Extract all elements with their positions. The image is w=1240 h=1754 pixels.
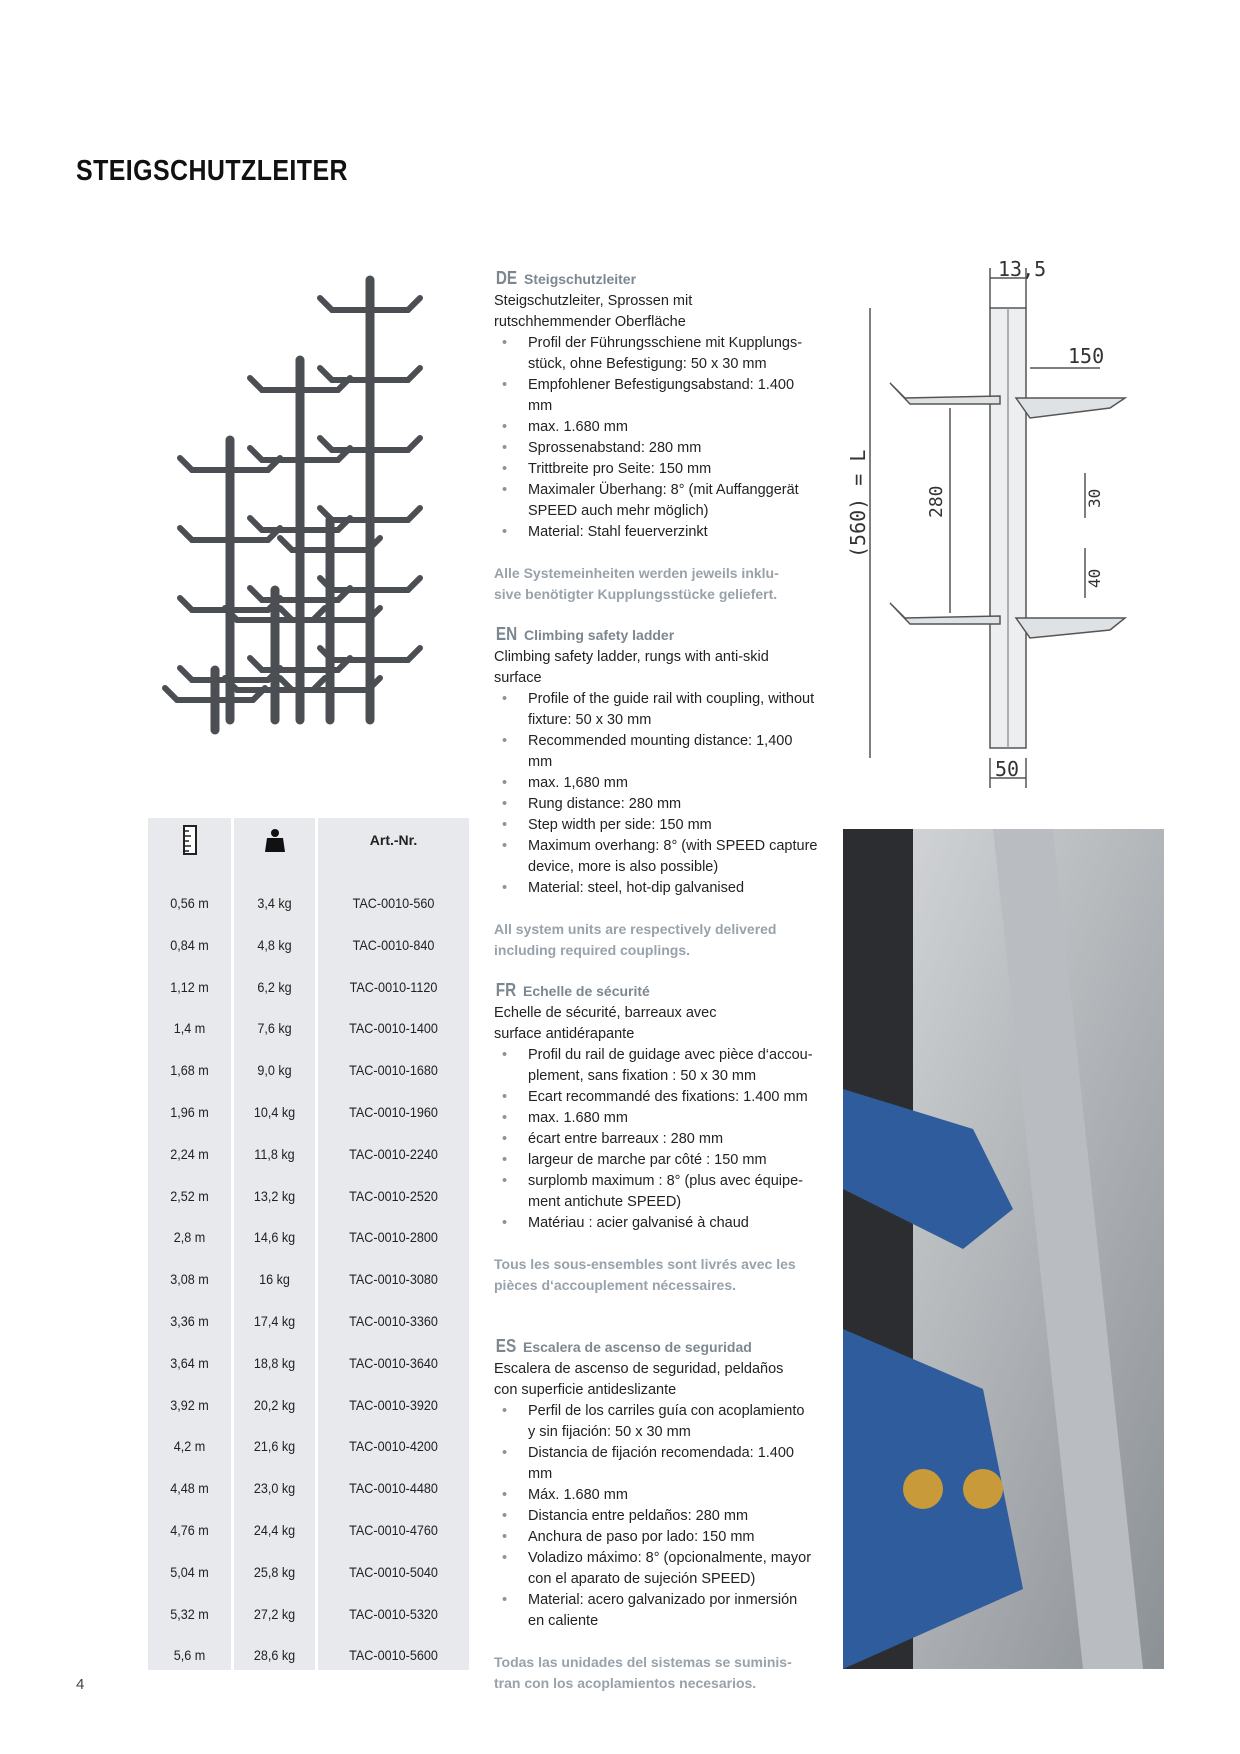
list-item-text: Voladizo máximo: 8° (opcionalmente, mayor — [528, 1550, 812, 1566]
length-cell: 2,24 m — [170, 1145, 209, 1162]
note — [494, 563, 818, 605]
table-row — [148, 1342, 469, 1384]
list-item-text: Material: steel, hot-dip galvanised — [528, 880, 745, 896]
weight-cell: 17,4 kg — [253, 1313, 296, 1329]
list-item — [494, 773, 818, 794]
note-line: All system units are respectively delivered — [494, 921, 777, 937]
article-number-cell: TAC-0010-5600 — [349, 1647, 438, 1664]
note-line: pièces d‘accouplement nécessaires. — [494, 1277, 737, 1293]
section-es — [494, 1336, 818, 1694]
list-item — [494, 836, 818, 878]
list-item — [494, 1087, 818, 1108]
section-heading — [494, 980, 818, 1003]
dim-step-width: 150 — [1068, 344, 1105, 368]
list-item — [494, 1485, 818, 1506]
language-code: EN — [495, 624, 518, 644]
length-cell: 3,92 m — [170, 1396, 209, 1413]
intro-line: Steigschutzleiter, Sprossen mit — [494, 293, 693, 309]
list-item — [494, 1129, 818, 1150]
section-fr — [494, 980, 818, 1296]
article-number-cell: TAC-0010-1960 — [349, 1104, 438, 1120]
table-row — [148, 1133, 469, 1175]
list-item-text: en caliente — [528, 1613, 599, 1629]
table-row — [148, 1216, 469, 1258]
section-heading — [494, 268, 818, 291]
weight-cell: 14,6 kg — [253, 1229, 296, 1246]
list-item-text: Sprossenabstand: 280 mm — [528, 440, 702, 456]
length-cell: 3,08 m — [170, 1271, 209, 1288]
intro-line: rutschhemmender Oberfläche — [494, 314, 686, 330]
list-item — [494, 1527, 818, 1548]
list-item — [494, 878, 818, 899]
weight-icon — [234, 818, 315, 862]
list-item-text: Profil der Führungsschiene mit Kupplungs- — [528, 335, 803, 351]
list-item-text: écart entre barreaux : 280 mm — [528, 1131, 724, 1147]
length-cell: 3,36 m — [170, 1313, 209, 1329]
list-item-text: Perfil de los carriles guía con acoplamiento — [528, 1403, 805, 1419]
page-title: STEIGSCHUTZLEITER — [76, 155, 348, 187]
length-cell: 5,04 m — [170, 1563, 209, 1580]
weight-cell: 25,8 kg — [253, 1563, 296, 1580]
spec-list — [494, 689, 818, 899]
length-cell: 0,56 m — [170, 895, 209, 911]
list-item-text: Distancia de fijación recomendada: 1.400 mm — [528, 1445, 794, 1482]
section-title: Escalera de ascenso de seguridad — [523, 1339, 752, 1355]
table-row — [148, 1425, 469, 1467]
list-item — [494, 333, 818, 375]
list-item — [494, 1150, 818, 1171]
table-row — [148, 1467, 469, 1509]
list-item — [494, 1108, 818, 1129]
intro-line: con superficie antideslizante — [494, 1382, 677, 1398]
table-row — [148, 1551, 469, 1593]
length-cell: 4,48 m — [170, 1480, 209, 1497]
table-row — [148, 1384, 469, 1426]
dim-bottom-width: 50 — [995, 757, 1020, 781]
dim-length: (560) = L — [846, 449, 870, 558]
weight-cell: 16 kg — [259, 1271, 290, 1288]
table-row — [148, 1509, 469, 1551]
dim-30: 30 — [1085, 488, 1104, 508]
list-item-text: fixture: 50 x 30 mm — [528, 712, 652, 728]
page-number: 4 — [76, 1676, 85, 1693]
technical-drawing — [846, 257, 1110, 798]
list-item — [494, 1506, 818, 1527]
list-item-text: Empfohlener Befestigungsabstand: 1.400 mm — [528, 377, 795, 414]
length-cell: 1,4 m — [173, 1020, 206, 1037]
note — [494, 1254, 818, 1296]
list-item-text: ment antichute SPEED) — [528, 1194, 682, 1210]
list-item — [494, 1213, 818, 1234]
list-item — [494, 1548, 818, 1590]
list-item-text: max. 1.680 mm — [528, 419, 628, 435]
table-row — [148, 1007, 469, 1049]
list-item-text: surplomb maximum : 8° (plus avec équipe- — [528, 1173, 803, 1189]
weight-cell: 11,8 kg — [254, 1145, 295, 1162]
spec-list — [494, 1045, 818, 1234]
weight-cell: 10,4 kg — [253, 1104, 296, 1120]
length-cell: 2,8 m — [173, 1229, 206, 1246]
list-item — [494, 438, 818, 459]
article-number-cell: TAC-0010-1400 — [349, 1020, 438, 1037]
section-title: Climbing safety ladder — [524, 627, 675, 643]
weight-cell: 13,2 kg — [253, 1187, 296, 1204]
article-number-cell: TAC-0010-4200 — [349, 1438, 438, 1455]
article-number-cell: TAC-0010-3080 — [349, 1271, 438, 1288]
weight-cell: 21,6 kg — [253, 1438, 296, 1455]
note-line: Alle Systemeinheiten werden jeweils inklu- — [494, 565, 779, 581]
length-cell: 1,96 m — [170, 1104, 209, 1120]
table-row — [148, 1175, 469, 1217]
weight-cell: 9,0 kg — [257, 1062, 292, 1079]
table-row — [148, 924, 469, 966]
list-item-text: Anchura de paso por lado: 150 mm — [528, 1529, 755, 1545]
language-code: FR — [495, 980, 517, 1000]
note — [494, 1652, 818, 1694]
spec-table — [148, 818, 469, 1670]
table-row — [148, 1091, 469, 1133]
ladder-product-image — [170, 270, 430, 790]
note-line: Todas las unidades del sistemas se suminis- — [494, 1654, 792, 1670]
length-cell: 0,84 m — [170, 936, 209, 953]
weight-cell: 6,2 kg — [257, 978, 292, 995]
list-item-text: plement, sans fixation : 50 x 30 mm — [528, 1068, 757, 1084]
section-en — [494, 624, 818, 961]
list-item-text: stück, ohne Befestigung: 50 x 30 mm — [528, 356, 767, 372]
list-item-text: Step width per side: 150 mm — [528, 817, 712, 833]
length-cell: 1,68 m — [170, 1062, 209, 1079]
list-item — [494, 480, 818, 522]
list-item — [494, 689, 818, 731]
length-cell: 4,2 m — [173, 1438, 206, 1455]
article-number-header: Art.-Nr. — [369, 832, 418, 848]
section-de — [494, 268, 818, 605]
note-line: including required couplings. — [494, 942, 691, 958]
section-title: Steigschutzleiter — [524, 271, 637, 287]
table-row — [148, 1258, 469, 1300]
list-item — [494, 1590, 818, 1632]
intro-line: Echelle de sécurité, barreaux avec — [494, 1005, 717, 1021]
list-item — [494, 815, 818, 836]
article-number-cell: TAC-0010-1680 — [349, 1062, 438, 1079]
list-item-text: Máx. 1.680 mm — [528, 1487, 628, 1503]
language-code: ES — [495, 1336, 517, 1356]
article-number-cell: TAC-0010-5040 — [349, 1563, 438, 1580]
list-item-text: Rung distance: 280 mm — [528, 796, 682, 812]
article-number-cell: TAC-0010-3920 — [349, 1396, 438, 1413]
article-number-cell: TAC-0010-1120 — [349, 978, 438, 995]
list-item-text: Profil du rail de guidage avec pièce d‘accou- — [528, 1047, 813, 1063]
intro-line: surface antidérapante — [494, 1026, 635, 1042]
table-row — [148, 1300, 469, 1342]
table-row — [148, 1634, 469, 1676]
weight-cell: 24,4 kg — [253, 1522, 296, 1538]
list-item — [494, 375, 818, 417]
spec-list — [494, 333, 818, 543]
weight-cell: 27,2 kg — [253, 1605, 296, 1622]
length-cell: 5,32 m — [170, 1605, 209, 1622]
list-item — [494, 1171, 818, 1213]
table-row — [148, 882, 469, 924]
article-number-cell: TAC-0010-840 — [352, 936, 435, 953]
list-item-text: device, more is also possible) — [528, 859, 719, 875]
note-line: Tous les sous-ensembles sont livrés avec les — [494, 1256, 796, 1272]
spec-list — [494, 1401, 818, 1632]
intro-line: Climbing safety ladder, rungs with anti-skid surface — [494, 649, 769, 686]
note — [494, 919, 818, 961]
list-item — [494, 459, 818, 480]
article-number-cell: TAC-0010-2520 — [349, 1187, 438, 1204]
section-heading — [494, 1336, 818, 1359]
article-number-cell: TAC-0010-5320 — [349, 1605, 438, 1622]
weight-cell: 20,2 kg — [253, 1396, 296, 1413]
section-title: Echelle de sécurité — [523, 983, 650, 999]
article-number-cell: TAC-0010-2800 — [349, 1229, 438, 1246]
article-number-cell: TAC-0010-2240 — [349, 1145, 438, 1162]
article-number-cell: TAC-0010-3640 — [349, 1354, 438, 1371]
table-row — [148, 966, 469, 1008]
weight-cell: 28,6 kg — [253, 1647, 296, 1664]
weight-cell: 4,8 kg — [257, 936, 292, 953]
weight-cell: 23,0 kg — [253, 1480, 296, 1497]
list-item-text: Trittbreite pro Seite: 150 mm — [528, 461, 712, 477]
list-item-text: Ecart recommandé des fixations: 1.400 mm — [528, 1089, 808, 1105]
article-number-cell: TAC-0010-560 — [352, 895, 435, 911]
table-row — [148, 1049, 469, 1091]
article-number-cell: TAC-0010-4480 — [349, 1480, 438, 1497]
list-item-text: largeur de marche par côté : 150 mm — [528, 1152, 767, 1168]
dim-top-width: 13,5 — [998, 257, 1047, 281]
language-code: DE — [495, 268, 518, 288]
note-line: tran con los acoplamientos necesarios. — [494, 1675, 757, 1691]
list-item — [494, 1045, 818, 1087]
list-item — [494, 794, 818, 815]
list-item-text: Profile of the guide rail with coupling, without — [528, 691, 815, 707]
article-number-cell: TAC-0010-3360 — [349, 1313, 438, 1329]
note-line: sive benötigter Kupplungsstücke geliefert. — [494, 586, 778, 602]
length-icon — [148, 818, 231, 862]
list-item — [494, 1401, 818, 1443]
list-item-text: max. 1.680 mm — [528, 1110, 628, 1126]
list-item-text: Material: Stahl feuerverzinkt — [528, 524, 708, 540]
weight-cell: 7,6 kg — [257, 1020, 292, 1037]
list-item — [494, 731, 818, 773]
list-item-text: SPEED auch mehr möglich) — [528, 503, 709, 519]
weight-cell: 3,4 kg — [257, 895, 292, 911]
list-item-text: con el aparato de sujeción SPEED) — [528, 1571, 756, 1587]
list-item-text: y sin fijación: 50 x 30 mm — [528, 1424, 691, 1440]
list-item-text: max. 1,680 mm — [528, 775, 628, 791]
list-item-text: Matériau : acier galvanisé à chaud — [528, 1215, 749, 1231]
list-item-text: Material: acero galvanizado por inmersión — [528, 1592, 798, 1608]
installation-photo — [843, 829, 1164, 1669]
dim-rung-distance: 280 — [926, 485, 947, 518]
list-item-text: Recommended mounting distance: 1,400 mm — [528, 733, 793, 770]
article-number-cell: TAC-0010-4760 — [349, 1522, 438, 1538]
table-row — [148, 1593, 469, 1635]
length-cell: 1,12 m — [170, 978, 209, 995]
section-heading — [494, 624, 818, 647]
length-cell: 2,52 m — [170, 1187, 209, 1204]
weight-cell: 18,8 kg — [253, 1354, 296, 1371]
list-item-text: Maximum overhang: 8° (with SPEED capture — [528, 838, 818, 854]
dim-40: 40 — [1085, 568, 1104, 588]
list-item — [494, 522, 818, 543]
length-cell: 3,64 m — [170, 1354, 209, 1371]
list-item-text: Maximaler Überhang: 8° (mit Auffanggerät — [528, 482, 799, 498]
intro-line: Escalera de ascenso de seguridad, peldaños — [494, 1361, 784, 1377]
length-cell: 4,76 m — [170, 1522, 209, 1538]
list-item-text: Distancia entre peldaños: 280 mm — [528, 1508, 749, 1524]
length-cell: 5,6 m — [173, 1647, 206, 1664]
list-item — [494, 1443, 818, 1485]
list-item — [494, 417, 818, 438]
